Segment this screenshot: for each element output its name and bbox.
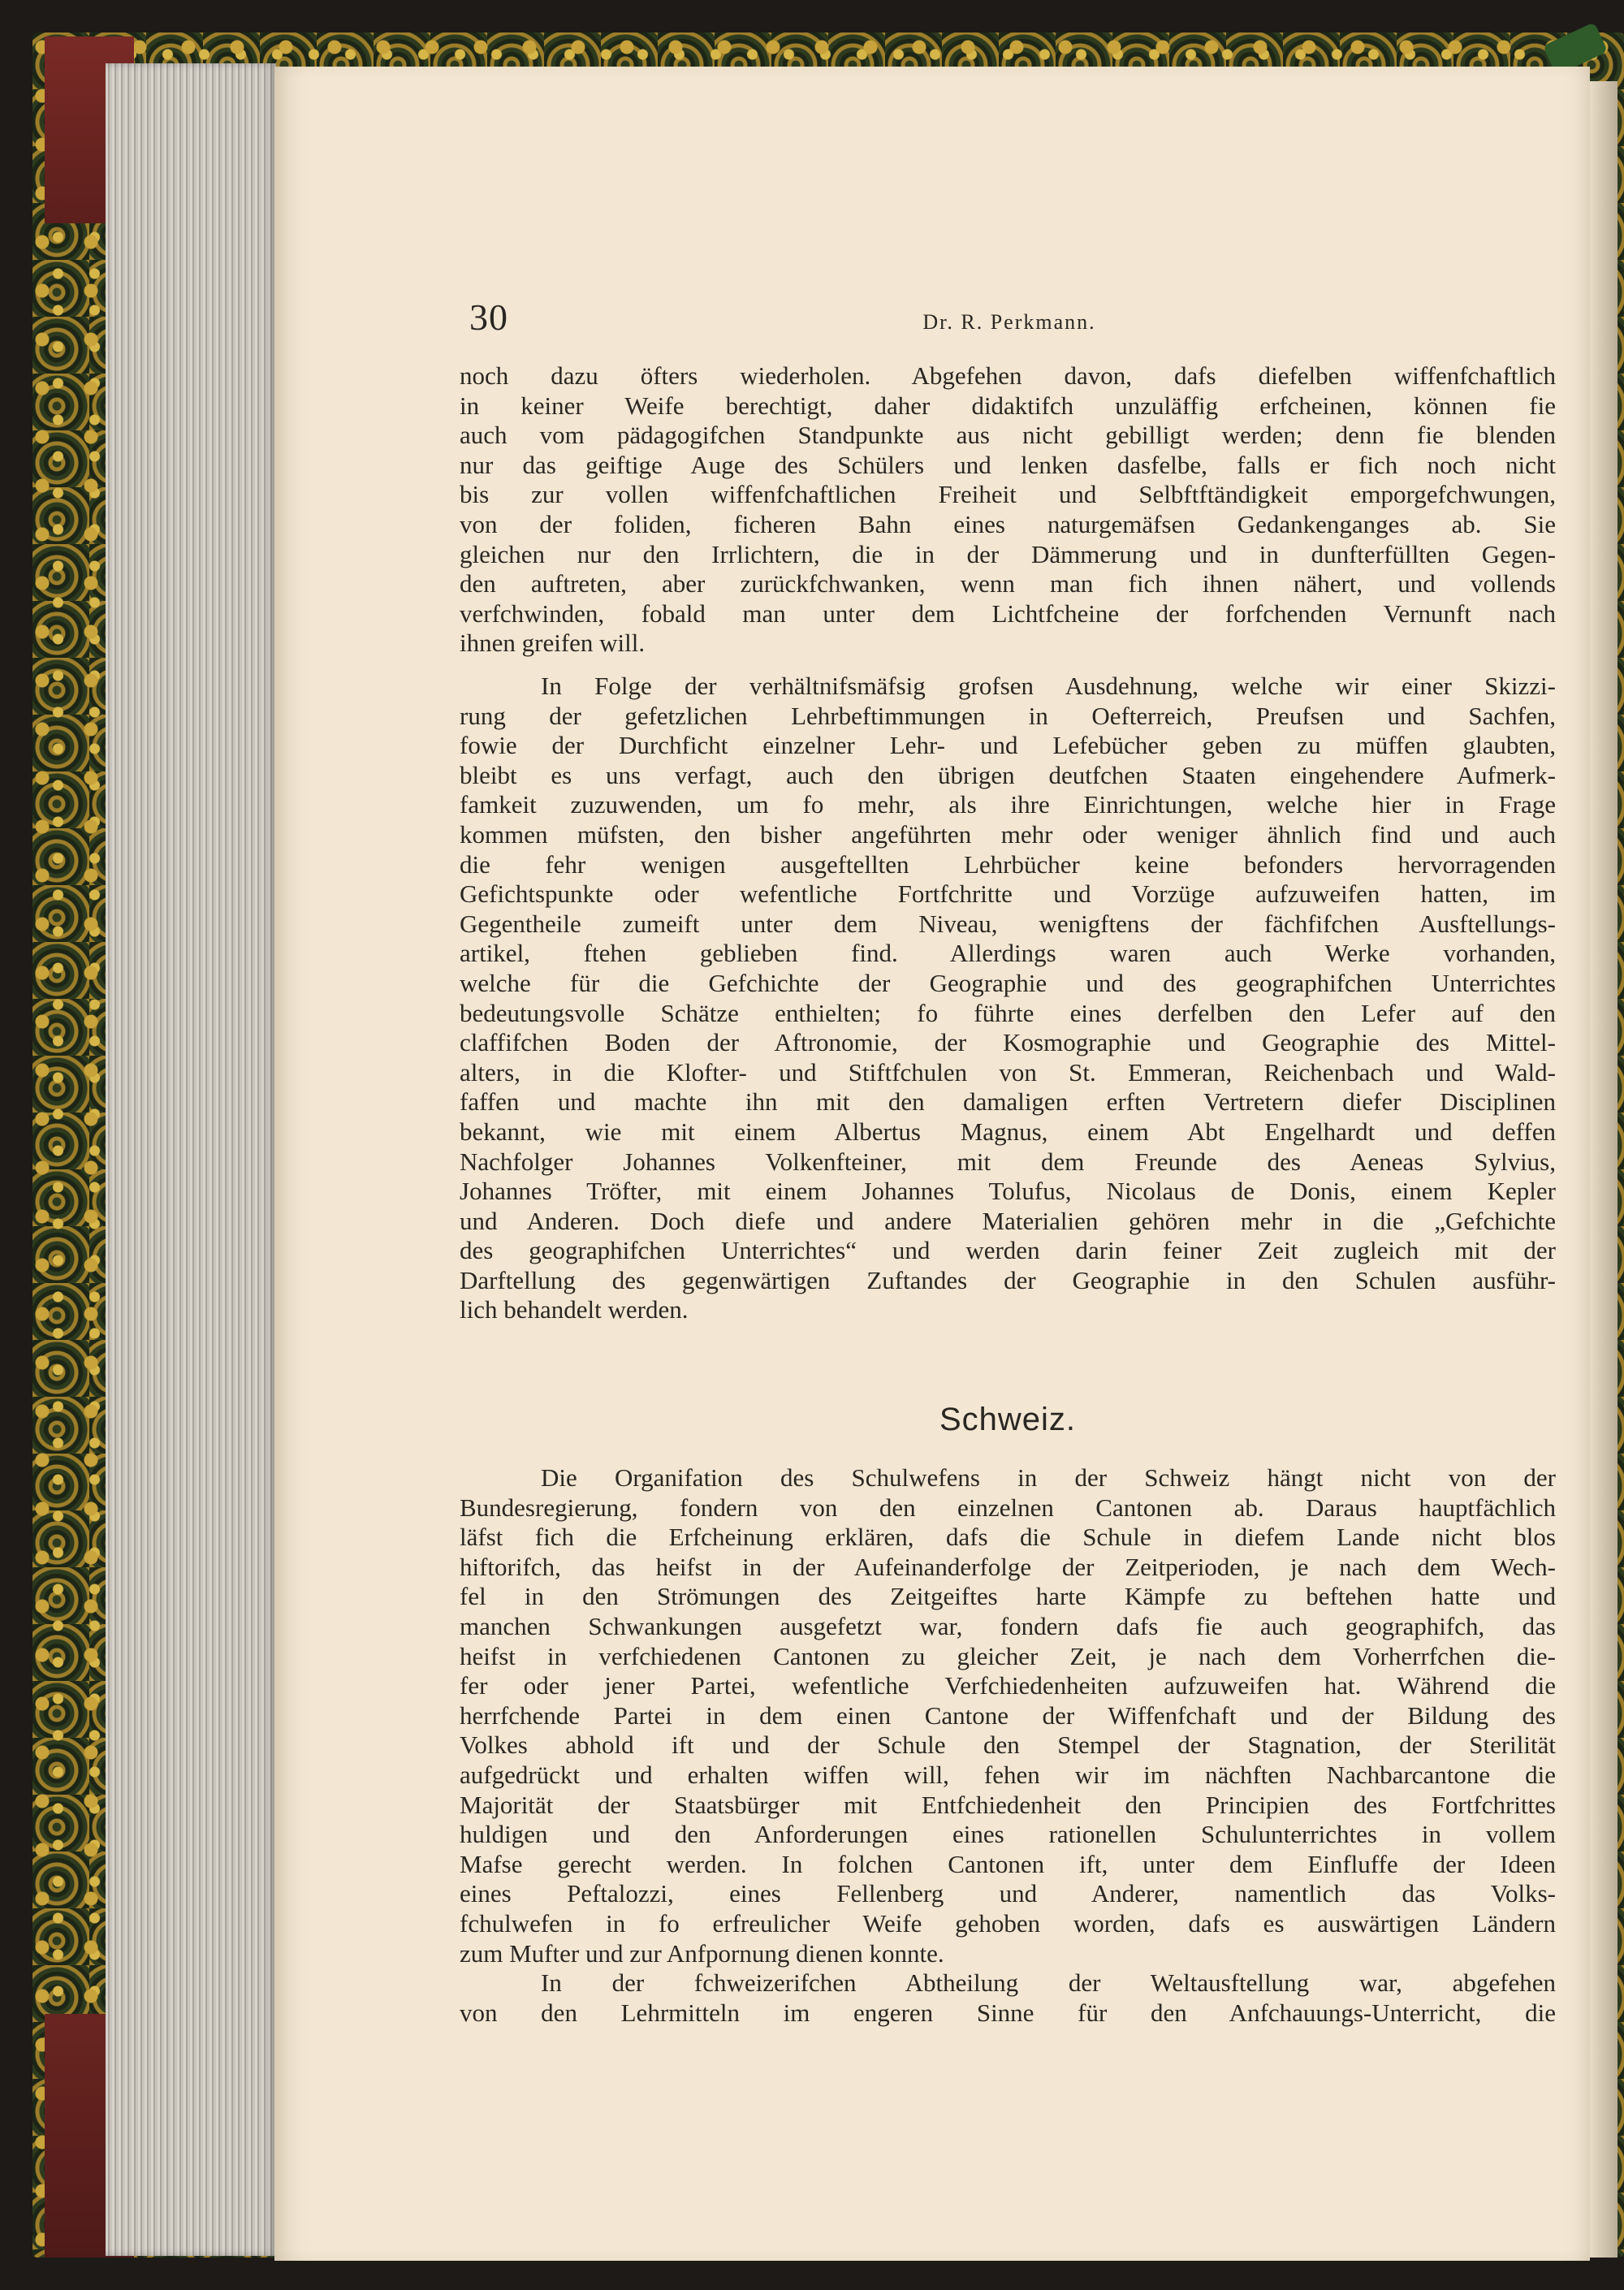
text-line: lich behandelt werden. [460,1295,689,1324]
text-line: manchen Schwankungen ausgefetzt war, fondern dafs fie auch geographifch, das [460,1611,1556,1640]
text-line: Gefichtspunkte oder wefentliche Fortfchritte und Vorzüge aufzuweifen hatten, im [460,879,1556,909]
text-line: Majorität der Staatsbürger mit Entfchiedenheit den Principien des Fortfchrittes [460,1790,1556,1819]
text-line: Mafse gerecht werden. In folchen Cantonen ift, unter dem Einfluffe der Ideen [460,1849,1556,1878]
text-line: von der foliden, ficheren Bahn eines naturgemäfsen Gedankenganges ab. Sie [460,509,1556,538]
text-line: läfst fich die Erfcheinung erklären, dafs die Schule in diefem Lande nicht blos [460,1523,1556,1552]
text-line: Die Organifation des Schulwefens in der Schweiz hängt nicht von der [541,1463,1556,1492]
paragraph-1 [460,361,1556,659]
text-line: verfchwinden, fobald man unter dem Lichtfcheine der forfchenden Vernunft nach [460,598,1556,628]
text-line: gleichen nur den Irrlichtern, die in der Dämmerung und in dunfterfüllten Gegen- [460,539,1556,568]
text-line: Nachfolger Johannes Volkenfteiner, mit dem Freunde des Aeneas Sylvius, [460,1147,1556,1176]
section-heading: Schweiz. [939,1402,1077,1437]
text-line: ihnen greifen will. [460,629,646,658]
text-line: die fehr wenigen ausgeftellten Lehrbücher keine befonders hervorragenden [460,849,1556,879]
text-line: famkeit zuzuwenden, um fo mehr, als ihre Einrichtungen, welche hier in Frage [460,790,1556,819]
text-line: nur das geiftige Auge des Schülers und lenken dasfelbe, falls er fich noch nicht [460,450,1556,479]
text-line: huldigen und den Anforderungen eines rationellen Schulunterrichtes in vollem [460,1820,1556,1849]
page-edges [106,63,276,2256]
text-line: zum Mufter und zur Anfpornung dienen konnte. [460,1938,944,1968]
book-page [274,67,1590,2261]
text-line: In Folge der verhältnifsmäfsig grofsen Ausdehnung, welche wir einer Skizzi- [541,672,1556,700]
paragraph-4 [460,1968,1556,2028]
text-line: In der fchweizerifchen Abtheilung der Weltausftellung war, abgefehen [541,1968,1556,1997]
text-line: heifst in verfchiedenen Cantonen zu gleicher Zeit, je nach dem Vorherrfchen die- [460,1641,1556,1670]
text-line: faffen und machte ihn mit den damaligen erften Vertretern diefer Disciplinen [460,1087,1556,1117]
text-line: von den Lehrmitteln im engeren Sinne für den Anfchauungs-Unterricht, die [460,1998,1556,2027]
running-head [469,296,1549,344]
text-line: rung der gefetzlichen Lehrbeftimmungen in Oefterreich, Preufsen und Sachfen, [460,701,1556,730]
running-title: Dr. R. Perkmann. [922,310,1096,334]
text-line: den auftreten, aber zurückfchwanken, wenn man fich ihnen nähert, und vollends [460,569,1556,598]
page-edge-right [1590,81,1618,2258]
text-line: kommen müfsten, den bisher angeführten mehr oder weniger ähnlich find und auch [460,819,1556,849]
text-line: aufgedrückt und erhalten wiffen will, fehen wir im nächften Nachbarcantone die [460,1760,1556,1789]
text-line: in keiner Weife berechtigt, daher didaktifch unzuläffig erfcheinen, können fie [460,391,1556,420]
text-line: auch vom pädagogifchen Standpunkte aus nicht gebilligt werden; denn fie blenden [460,421,1556,450]
text-line: fer oder jener Partei, wefentliche Verfchiedenheiten aufzuweifen hat. Während die [460,1671,1556,1700]
page-number: 30 [469,296,508,338]
text-line: bedeutungsvolle Schätze enthielten; fo führte eines derfelben den Lefer auf den [460,998,1556,1027]
paragraph-3 [460,1463,1556,1968]
text-line: hiftorifch, das heifst in der Aufeinanderfolge der Zeitperioden, je nach dem Wech- [460,1552,1556,1581]
text-line: fchulwefen in fo erfreulicher Weife gehoben worden, dafs es auswärtigen Ländern [460,1908,1556,1938]
text-line: des geographifchen Unterrichtes“ und werden darin feiner Zeit zugleich mit der [460,1236,1556,1265]
text-line: fowie der Durchficht einzelner Lehr- und Lefebücher geben zu müffen glaubten, [460,731,1556,760]
text-line: Darftellung des gegenwärtigen Zuftandes der Geographie in den Schulen ausführ- [460,1265,1556,1294]
text-line: alters, in die Klofter- und Stiftfchulen von St. Emmeran, Reichenbach und Wald- [460,1057,1556,1087]
text-line: Bundesregierung, fondern von den einzelnen Cantonen ab. Daraus hauptfächlich [460,1493,1556,1522]
text-line: artikel, ftehen geblieben find. Allerdings waren auch Werke vorhanden, [460,939,1556,968]
text-line: Volkes abhold ift und der Schule den Stempel der Stagnation, der Sterilität [460,1730,1556,1760]
paragraph-2 [460,672,1556,1325]
text-line: claffifchen Boden der Aftronomie, der Kosmographie und Geographie des Mittel- [460,1028,1556,1057]
text-line: noch dazu öfters wiederholen. Abgefehen davon, dafs diefelben wiffenfchaftlich [460,361,1556,390]
text-line: fel in den Strömungen des Zeitgeiftes harte Kämpfe zu beftehen hatte und [460,1582,1556,1611]
text-line: welche für die Gefchichte der Geographie und des geographifchen Unterrichtes [460,968,1556,997]
text-line: herrfchende Partei in dem einen Cantone der Wiffenfchaft und der Bildung des [460,1700,1556,1730]
text-line: bis zur vollen wiffenfchaftlichen Freiheit und Selbftftändigkeit emporgefchwungen, [460,480,1556,509]
text-line: Johannes Tröfter, mit einem Johannes Tolufus, Nicolaus de Donis, einem Kepler [460,1177,1556,1206]
text-line: bleibt es uns verfagt, auch den übrigen deutfchen Staaten eingehendere Aufmerk- [460,760,1556,789]
text-line: eines Peftalozzi, eines Fellenberg und Anderer, namentlich das Volks- [460,1879,1556,1908]
text-line: und Anderen. Doch diefe und andere Materialien gehören mehr in die „Gefchichte [460,1206,1556,1235]
text-line: bekannt, wie mit einem Albertus Magnus, einem Abt Engelhardt und deffen [460,1117,1556,1146]
text-line: Gegentheile zumeift unter dem Niveau, wenigftens der fächfifchen Ausftellungs- [460,909,1556,938]
